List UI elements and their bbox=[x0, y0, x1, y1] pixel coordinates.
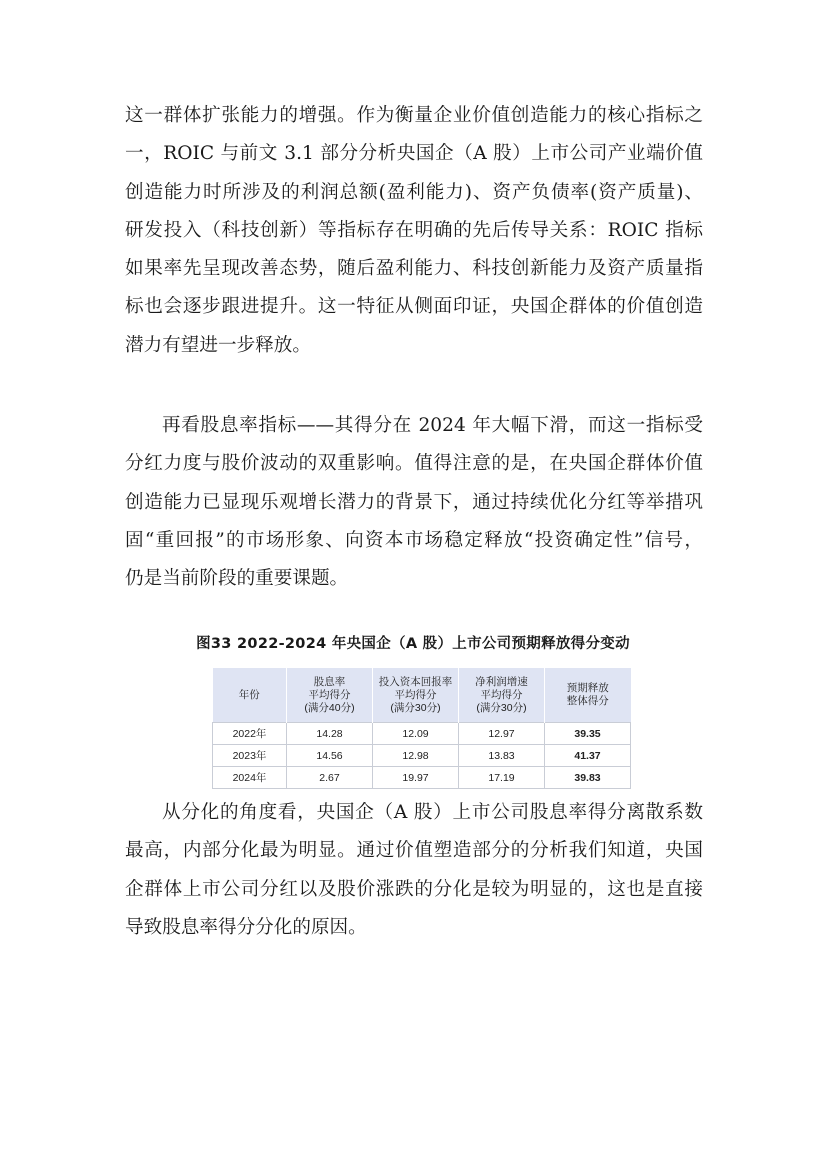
cell-profit-growth: 17.19 bbox=[459, 767, 545, 789]
text-line: 研发投入（科技创新）等指标存在明确的先后传导关系：ROIC 指标 bbox=[125, 219, 703, 241]
cell-year: 2022年 bbox=[213, 723, 287, 745]
cell-total: 39.35 bbox=[545, 723, 631, 745]
cell-roic: 12.09 bbox=[373, 723, 459, 745]
text-line: 从分化的角度看，央国企（A 股）上市公司股息率得分离散系数 bbox=[162, 802, 703, 823]
table-row bbox=[213, 745, 631, 767]
score-table bbox=[212, 668, 631, 789]
header-year: 年份 bbox=[213, 668, 287, 723]
cell-total: 41.37 bbox=[545, 745, 631, 767]
text-line: 分红力度与股价波动的双重影响。值得注意的是，在央国企群体价值 bbox=[125, 453, 703, 475]
cell-roic: 19.97 bbox=[373, 767, 459, 789]
cell-total: 39.83 bbox=[545, 767, 631, 789]
header-total-score: 预期释放 整体得分 bbox=[545, 668, 631, 723]
cell-profit-growth: 13.83 bbox=[459, 745, 545, 767]
cell-year: 2024年 bbox=[213, 767, 287, 789]
cell-year: 2023年 bbox=[213, 745, 287, 767]
cell-profit-growth: 12.97 bbox=[459, 723, 545, 745]
text-line: 再看股息率指标——其得分在 2024 年大幅下滑，而这一指标受 bbox=[162, 415, 703, 436]
text-line: 一，ROIC 与前文 3.1 部分分析央国企（A 股）上市公司产业端价值 bbox=[125, 143, 703, 165]
text-line: 固“重回报”的市场形象、向资本市场稳定释放“投资确定性”信号， bbox=[125, 529, 703, 551]
header-profit-growth: 净利润增速 平均得分 (满分30分) bbox=[459, 668, 545, 723]
text-line: 创造能力已显现乐观增长潜力的背景下，通过持续优化分红等举措巩 bbox=[125, 491, 703, 513]
cell-dividend: 14.28 bbox=[287, 723, 373, 745]
text-line: 如果率先呈现改善态势，随后盈利能力、科技创新能力及资产质量指 bbox=[125, 258, 703, 280]
figure-caption: 图33 2022-2024 年央国企（A 股）上市公司预期释放得分变动 bbox=[196, 636, 630, 652]
text-line: 标也会逐步跟进提升。这一特征从侧面印证，央国企群体的价值创造 bbox=[125, 296, 703, 318]
text-line: 企群体上市公司分红以及股价涨跌的分化是较为明显的，这也是直接 bbox=[125, 878, 703, 900]
paragraph-dividend bbox=[125, 407, 703, 598]
cell-dividend: 2.67 bbox=[287, 767, 373, 789]
paragraph-roic bbox=[125, 97, 703, 365]
header-roic: 投入资本回报率 平均得分 (满分30分) bbox=[373, 668, 459, 723]
header-dividend-yield: 股息率 平均得分 (满分40分) bbox=[287, 668, 373, 723]
table-row bbox=[213, 767, 631, 789]
table-header-row bbox=[213, 668, 631, 723]
text-line: 创造能力时所涉及的利润总额(盈利能力)、资产负债率(资产质量)、 bbox=[125, 181, 703, 203]
text-line: 潜力有望进一步释放。 bbox=[125, 334, 311, 356]
text-line: 导致股息率得分分化的原因。 bbox=[125, 916, 367, 938]
text-line: 最高，内部分化最为明显。通过价值塑造部分的分析我们知道，央国 bbox=[125, 840, 703, 862]
paragraph-divergence bbox=[125, 794, 703, 947]
text-line: 这一群体扩张能力的增强。作为衡量企业价值创造能力的核心指标之 bbox=[125, 105, 703, 126]
text-line: 仍是当前阶段的重要课题。 bbox=[125, 568, 349, 590]
cell-dividend: 14.56 bbox=[287, 745, 373, 767]
table-row bbox=[213, 723, 631, 745]
cell-roic: 12.98 bbox=[373, 745, 459, 767]
